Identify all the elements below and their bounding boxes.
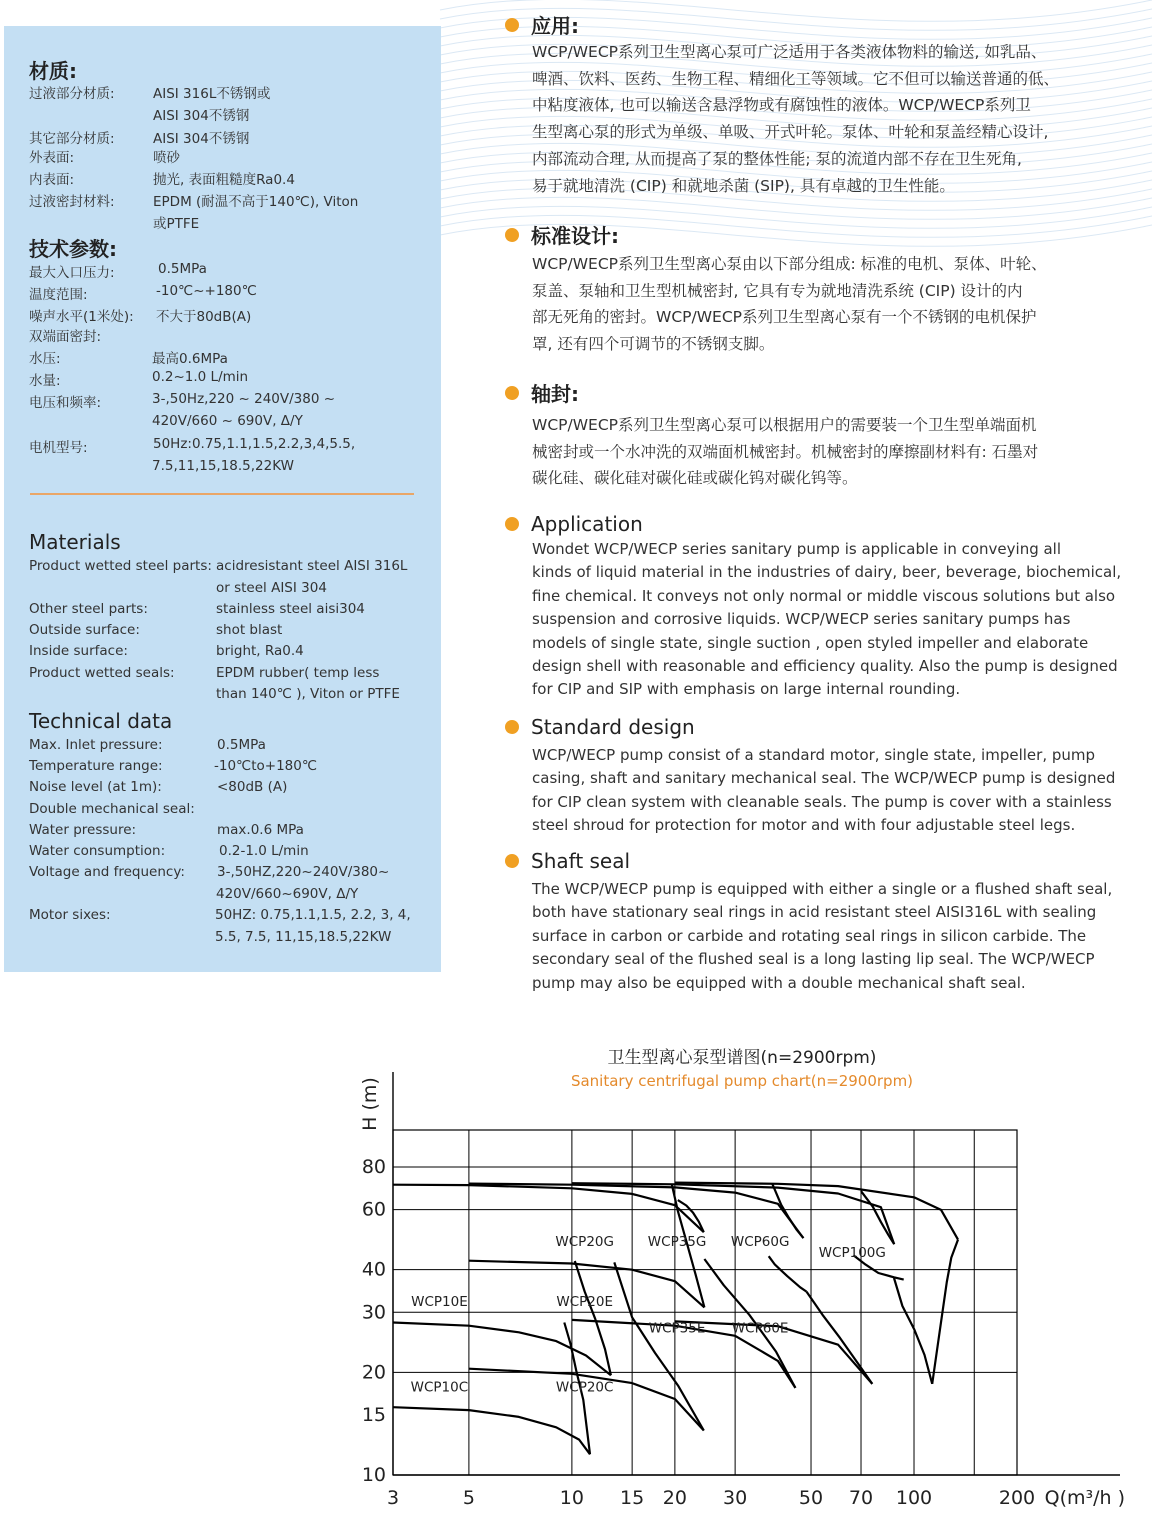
paragraph-line: for CIP clean system with cleanable seals. The pump is cover with a stainless xyxy=(532,792,1112,811)
bullet-dot xyxy=(505,854,519,868)
y-tick-label: 80 xyxy=(361,1156,386,1178)
y-tick-label: 30 xyxy=(361,1301,386,1324)
section-title: 轴封: xyxy=(531,382,579,406)
chart-title: 卫生型离心泵型谱图(n=2900rpm) xyxy=(607,1048,877,1068)
section-body-shaft-seal-cn xyxy=(532,412,1038,492)
section-body-design-en xyxy=(532,744,1115,838)
series-label-wcp20e: WCP20E xyxy=(556,1293,614,1310)
series-label-wcp20g: WCP20G xyxy=(555,1233,614,1250)
curve-boundary xyxy=(861,1191,894,1244)
spec-en-value: max.0.6 MPa xyxy=(217,822,304,838)
spec-en-label: Water consumption: xyxy=(29,843,166,859)
curve-boundary xyxy=(932,1240,958,1384)
spec-en-label: Noise level (at 1m): xyxy=(29,779,162,795)
tech-title-cn: 技术参数: xyxy=(29,237,117,261)
chart-subtitle: Sanitary centrifugal pump chart(n=2900rpm) xyxy=(570,1072,914,1090)
section-title: Application xyxy=(531,512,643,536)
paragraph-line: pump may also be equipped with a double mechanical shaft seal. xyxy=(532,973,1026,992)
chart-grid xyxy=(393,1130,1017,1475)
spec-cn-value: 3-,50Hz,220 ~ 240V/380 ~ xyxy=(152,391,336,407)
series-label-wcp100g: WCP100G xyxy=(818,1245,886,1262)
y-tick-label: 60 xyxy=(361,1198,386,1221)
paragraph-line: 械密封或一个水冲洗的双端面机械密封。机械密封的摩擦副材料有: 石墨对 xyxy=(532,442,1039,461)
chart-axes xyxy=(359,1072,1125,1509)
curve-boundary xyxy=(894,1278,932,1384)
spec-en-label: Voltage and frequency: xyxy=(29,864,185,880)
series-label-wcp60e: WCP60E xyxy=(731,1320,789,1337)
spec-cn-value: 抛光, 表面粗糙度Ra0.4 xyxy=(153,172,295,188)
spec-en-label: Water pressure: xyxy=(29,822,137,838)
series-label-wcp35g: WCP35G xyxy=(647,1233,707,1250)
bullet-dot xyxy=(505,386,519,400)
chart-plot-frame xyxy=(393,1130,1017,1475)
x-tick-label: 3 xyxy=(386,1487,400,1509)
curve-boundary xyxy=(769,1256,807,1291)
y-tick-label: 15 xyxy=(361,1403,386,1426)
spec-en-value: stainless steel aisi304 xyxy=(216,601,365,617)
paragraph-line: design shell with reasonable and efficiency quality. Also the pump is designed xyxy=(532,657,1118,676)
spec-en-value: 420V/660~690V, Δ/Y xyxy=(216,886,359,902)
paragraph-line: 中粘度液体, 也可以输送含悬浮物或有腐蚀性的液体。WCP/WECP系列卫 xyxy=(532,96,1031,115)
section-heading-design-en xyxy=(505,715,695,739)
paragraph-line: casing, shaft and sanitary mechanical seal. The WCP/WECP pump is designed xyxy=(532,769,1116,788)
materials-title-cn: 材质: xyxy=(29,59,77,83)
spec-cn-label: 水量: xyxy=(29,373,61,389)
curve-wcp10e xyxy=(393,1323,611,1376)
chart-curves xyxy=(393,1183,958,1455)
curve-wcp10c xyxy=(393,1407,590,1454)
section-body-design-cn xyxy=(532,251,1047,358)
spec-cn-value: AISI 304不锈钢 xyxy=(153,131,250,147)
x-tick-label: 50 xyxy=(798,1487,824,1509)
spec-cn-label: 水压: xyxy=(29,351,61,367)
x-axis-label: Q(m³/h ) xyxy=(1044,1487,1125,1509)
series-label-wcp10c: WCP10C xyxy=(410,1379,469,1396)
spec-cn-label: 内表面: xyxy=(29,172,75,188)
bullet-dot xyxy=(505,18,519,32)
y-tick-label: 20 xyxy=(361,1361,386,1384)
spec-cn-label: 外表面: xyxy=(29,150,75,166)
pump-performance-chart xyxy=(340,1030,1140,1516)
materials-title-en: Materials xyxy=(29,530,121,554)
spec-cn-value: 7.5,11,15,18.5,22KW xyxy=(152,458,294,474)
spec-cn-label: 双端面密封: xyxy=(29,329,102,345)
spec-cn-value: 50Hz:0.75,1.1,1.5,2.2,3,4,5.5, xyxy=(153,436,356,452)
x-tick-label: 10 xyxy=(559,1487,584,1509)
spec-cn-value: -10℃~+180℃ xyxy=(156,283,257,299)
section-title: 标准设计: xyxy=(531,224,619,248)
paragraph-line: WCP/WECP pump consist of a standard motor, single state, impeller, pump xyxy=(532,746,1096,764)
spec-cn-value: 0.5MPa xyxy=(158,261,207,277)
y-axis-label: H (m) xyxy=(359,1077,381,1131)
series-label-wcp60g: WCP60G xyxy=(730,1233,790,1250)
spec-cn-value: AISI 316L不锈钢或 xyxy=(153,86,271,102)
spec-en-value: 5.5, 7.5, 11,15,18.5,22KW xyxy=(215,929,392,945)
paragraph-line: both have stationary seal rings in acid resistant steel AISI316L with sealing xyxy=(532,903,1097,922)
section-title: Standard design xyxy=(531,715,695,739)
spec-en-label: Outside surface: xyxy=(29,622,140,638)
spec-en-value: than 140℃ ), Viton or PTFE xyxy=(216,686,400,702)
section-heading-design-cn xyxy=(505,220,619,249)
section-title: 应用: xyxy=(531,14,579,38)
spec-en-value: shot blast xyxy=(216,622,283,638)
spec-cn-label: 过液密封材料: xyxy=(29,194,115,210)
spec-cn-value: 或PTFE xyxy=(153,216,200,232)
spec-en-label: Inside surface: xyxy=(29,643,128,659)
spec-cn-value: 420V/660 ~ 690V, Δ/Y xyxy=(152,413,303,429)
y-tick-label: 10 xyxy=(361,1464,386,1486)
x-tick-label: 20 xyxy=(662,1487,687,1509)
section-body-application-cn xyxy=(532,39,1059,199)
paragraph-line: 泵盖、泵轴和卫生型机械密封, 它具有专为就地清洗系统 (CIP) 设计的内 xyxy=(532,281,1023,300)
paragraph-line: surface in carbon or carbide and rotating seal rings in silicon carbide. The xyxy=(532,926,1087,945)
spec-cn-value: EPDM (耐温不高于140℃), Viton xyxy=(153,194,359,210)
panel-divider xyxy=(30,493,414,495)
curve-boundary xyxy=(614,1262,704,1430)
section-heading-shaft-seal-en xyxy=(505,849,630,873)
spec-cn-label: 温度范围: xyxy=(29,287,88,303)
paragraph-line: steel shroud for protection for motor and with four adjustable steel legs. xyxy=(532,816,1076,835)
y-tick-label: 40 xyxy=(361,1258,386,1281)
section-heading-application-en xyxy=(505,512,643,536)
curve-wcp20g xyxy=(393,1185,704,1233)
spec-en-label: Motor sixes: xyxy=(29,907,111,923)
section-heading-application-cn xyxy=(505,10,579,39)
paragraph-line: 部无死角的密封。WCP/WECP系列卫生型离心泵有一个不锈钢的电机保护 xyxy=(532,308,1037,327)
bullet-dot xyxy=(505,228,519,242)
section-title: Shaft seal xyxy=(531,849,631,873)
spec-en-value: 3-,50HZ,220~240V/380~ xyxy=(217,864,390,880)
section-body-application-en xyxy=(532,538,1121,702)
paragraph-line: 内部流动合理, 从而提高了泵的整体性能; 泵的流道内部不存在卫生死角, xyxy=(532,149,1022,168)
paragraph-line: WCP/WECP系列卫生型离心泵可以根据用户的需要装一个卫生型单端面机 xyxy=(532,416,1037,434)
spec-en-value: acidresistant steel AISI 316L xyxy=(216,558,408,574)
x-tick-label: 5 xyxy=(462,1487,475,1509)
spec-en-label: Temperature range: xyxy=(29,758,163,774)
background-wave-line xyxy=(440,197,1152,219)
spec-cn-value: 最高0.6MPa xyxy=(152,351,228,367)
spec-cn-value: 0.2~1.0 L/min xyxy=(152,369,249,385)
chart-series-labels xyxy=(411,1234,886,1395)
paragraph-line: Wondet WCP/WECP series sanitary pump is applicable in conveying all xyxy=(532,540,1062,558)
x-tick-label: 15 xyxy=(620,1487,645,1509)
section-heading-shaft-seal-cn xyxy=(505,378,579,407)
spec-en-value: EPDM rubber( temp less xyxy=(216,665,380,681)
spec-en-value: 0.5MPa xyxy=(217,737,266,753)
paragraph-line: models of single state, single suction , open styled impeller and elaborate xyxy=(532,633,1089,652)
x-tick-label: 30 xyxy=(723,1487,748,1509)
spec-en-value: 50HZ: 0.75,1.1,1.5, 2.2, 3, 4, xyxy=(215,907,411,923)
curve-boundary xyxy=(575,1261,611,1375)
paragraph-line: 碳化硅、碳化硅对碳化硅或碳化钨对碳化钨等。 xyxy=(532,469,858,488)
spec-cn-label: 噪声水平(1米处): xyxy=(29,309,134,325)
series-label-wcp35e: WCP35E xyxy=(648,1320,706,1337)
spec-en-label: Double mechanical seal: xyxy=(29,801,195,817)
paragraph-line: 生型离心泵的形式为单级、单吸、开式叶轮。泵体、叶轮和泵盖经精心设计, xyxy=(532,123,1049,142)
bullet-dot xyxy=(505,720,519,734)
spec-cn-label: 电机型号: xyxy=(29,440,88,456)
bullet-dot xyxy=(505,517,519,531)
spec-cn-value: 喷砂 xyxy=(153,150,180,166)
spec-en-value: -10℃to+180℃ xyxy=(214,758,318,774)
paragraph-line: fine chemical. It conveys not only normal or middle viscous solutions but also xyxy=(532,586,1116,605)
section-body-shaft-seal-en xyxy=(532,878,1112,995)
tech-title-en: Technical data xyxy=(29,709,173,733)
spec-panel xyxy=(4,26,441,972)
spec-en-value: or steel AISI 304 xyxy=(216,580,327,596)
paragraph-line: 啤酒、饮料、医药、生物工程、精细化工等领域。它不但可以输送普通的低、 xyxy=(532,69,1060,88)
spec-cn-value: 不大于80dB(A) xyxy=(156,309,252,325)
paragraph-line: secondary seal of the flushed seal is a long lasting lip seal. The WCP/WECP xyxy=(532,950,1095,969)
paragraph-line: 易于就地清洗 (CIP) 和就地杀菌 (SIP), 具有卓越的卫生性能。 xyxy=(532,176,955,195)
series-label-wcp20c: WCP20C xyxy=(555,1379,614,1396)
spec-en-value: bright, Ra0.4 xyxy=(216,643,304,659)
spec-cn-label: 过液部分材质: xyxy=(29,86,115,102)
paragraph-line: kinds of liquid material in the industries of dairy, beer, beverage, biochemical, xyxy=(532,563,1122,582)
spec-en-label: Max. Inlet pressure: xyxy=(29,737,163,753)
x-tick-label: 70 xyxy=(848,1487,874,1509)
spec-cn-label: 最大入口压力: xyxy=(29,265,115,281)
spec-en-value: <80dB (A) xyxy=(217,779,288,795)
spec-cn-value: AISI 304不锈钢 xyxy=(153,108,250,124)
curve-boundary xyxy=(772,1184,803,1239)
x-tick-label: 100 xyxy=(895,1487,933,1509)
paragraph-line: The WCP/WECP pump is equipped with either a single or a flushed shaft seal, xyxy=(532,880,1113,898)
paragraph-line: 罩, 还有四个可调节的不锈钢支脚。 xyxy=(532,335,775,354)
spec-en-value: 0.2-1.0 L/min xyxy=(219,843,309,859)
paragraph-line: WCP/WECP系列卫生型离心泵可广泛适用于各类液体物料的输送, 如乳品、 xyxy=(532,43,1047,61)
spec-cn-label: 电压和频率: xyxy=(29,395,102,411)
spec-en-label: Product wetted steel parts: xyxy=(29,558,212,574)
paragraph-line: suspension and corrosive liquids. WCP/WECP series sanitary pumps has xyxy=(532,610,1071,629)
spec-cn-label: 其它部分材质: xyxy=(29,131,115,147)
series-label-wcp10e: WCP10E xyxy=(411,1293,468,1310)
curve-wcp35g xyxy=(469,1184,804,1239)
paragraph-line: WCP/WECP系列卫生型离心泵由以下部分组成: 标准的电机、泵体、叶轮、 xyxy=(532,255,1047,273)
spec-en-label: Product wetted seals: xyxy=(29,665,175,681)
spec-en-label: Other steel parts: xyxy=(29,601,148,617)
x-tick-label: 200 xyxy=(998,1487,1036,1509)
paragraph-line: for CIP and SIP with emphasis on large internal rounding. xyxy=(532,680,961,699)
